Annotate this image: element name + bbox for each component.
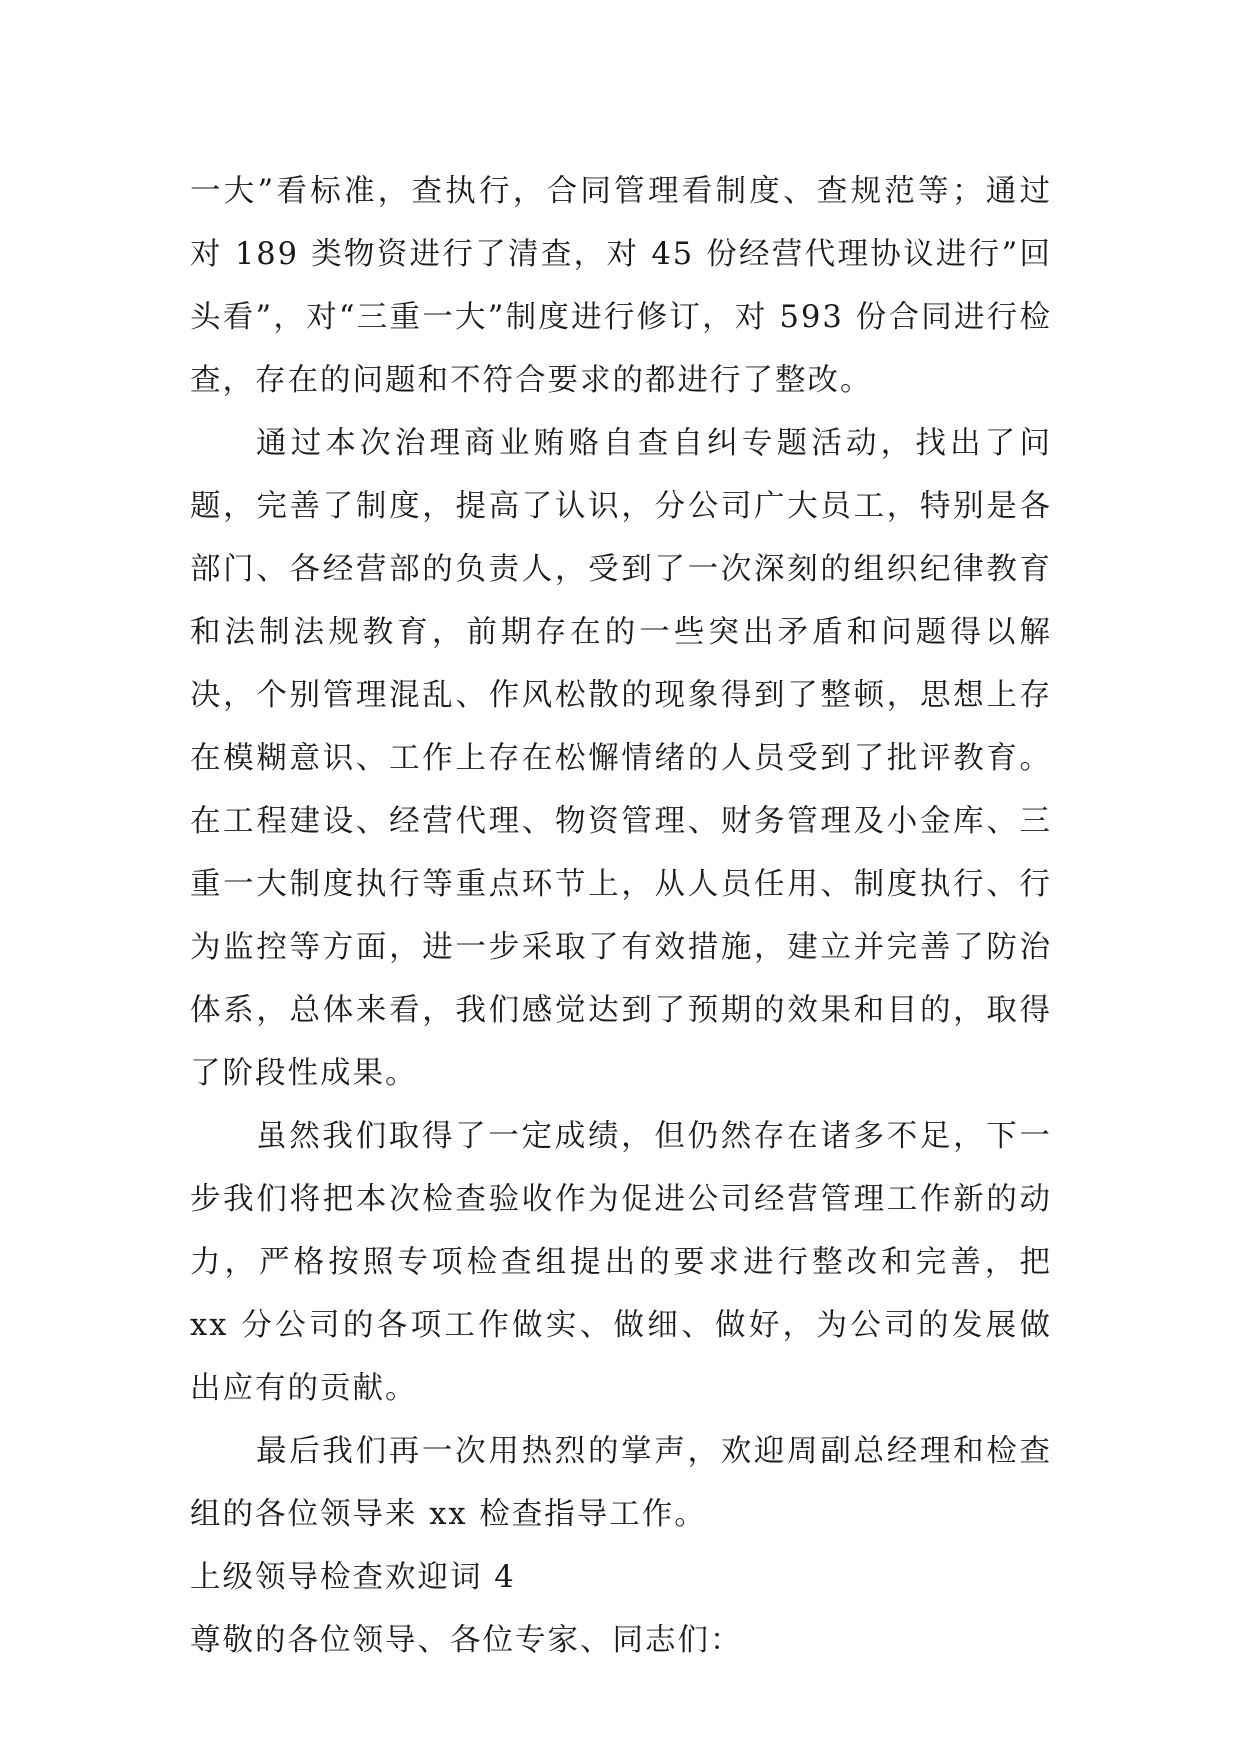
paragraph-continuation: 一大”看标准，查执行，合同管理看制度、查规范等；通过对 189 类物资进行了清查，对 45 份经营代理协议进行”回头看”，对“三重一大”制度进行修订，对 593 份合同进行检查，存在的问题和不符合要求的都进行了整改。 xyxy=(190,174,1052,398)
paragraph-results: 通过本次治理商业贿赂自查自纠专题活动，找出了问题，完善了制度，提高了认识，分公司广大员工，特别是各部门、各经营部的负责人，受到了一次深刻的组织纪律教育和法制法规教育，前期存在的一些突出矛盾和问题得以解决，个别管理混乱、作风松散的现象得到了整顿，思想上存在模糊意识、工作上存在松懈情绪的人员受到了批评教育。在工程建设、经营代理、物资管理、财务管理及小金库、三重一大制度执行等重点环节上，从人员任用、制度执行、行为监控等方面，进一步采取了有效措施，建立并完善了防治体系，总体来看，我们感觉达到了预期的效果和目的，取得了阶段性成果。 xyxy=(190,426,1052,1091)
paragraph-next-steps: 虽然我们取得了一定成绩，但仍然存在诸多不足，下一步我们将把本次检查验收作为促进公司经营管理工作新的动力，严格按照专项检查组提出的要求进行整改和完善，把 xx 分公司的各项工作做实、做细、做好，为公司的发展做出应有的贡献。 xyxy=(190,1119,1052,1406)
salutation: 尊敬的各位领导、各位专家、同志们： xyxy=(190,1623,743,1658)
paragraph-closing: 最后我们再一次用热烈的掌声，欢迎周副总经理和检查组的各位领导来 xx 检查指导工作。 xyxy=(190,1434,1052,1532)
section-title: 上级领导检查欢迎词 4 xyxy=(190,1560,516,1595)
document-body xyxy=(190,160,1052,1672)
